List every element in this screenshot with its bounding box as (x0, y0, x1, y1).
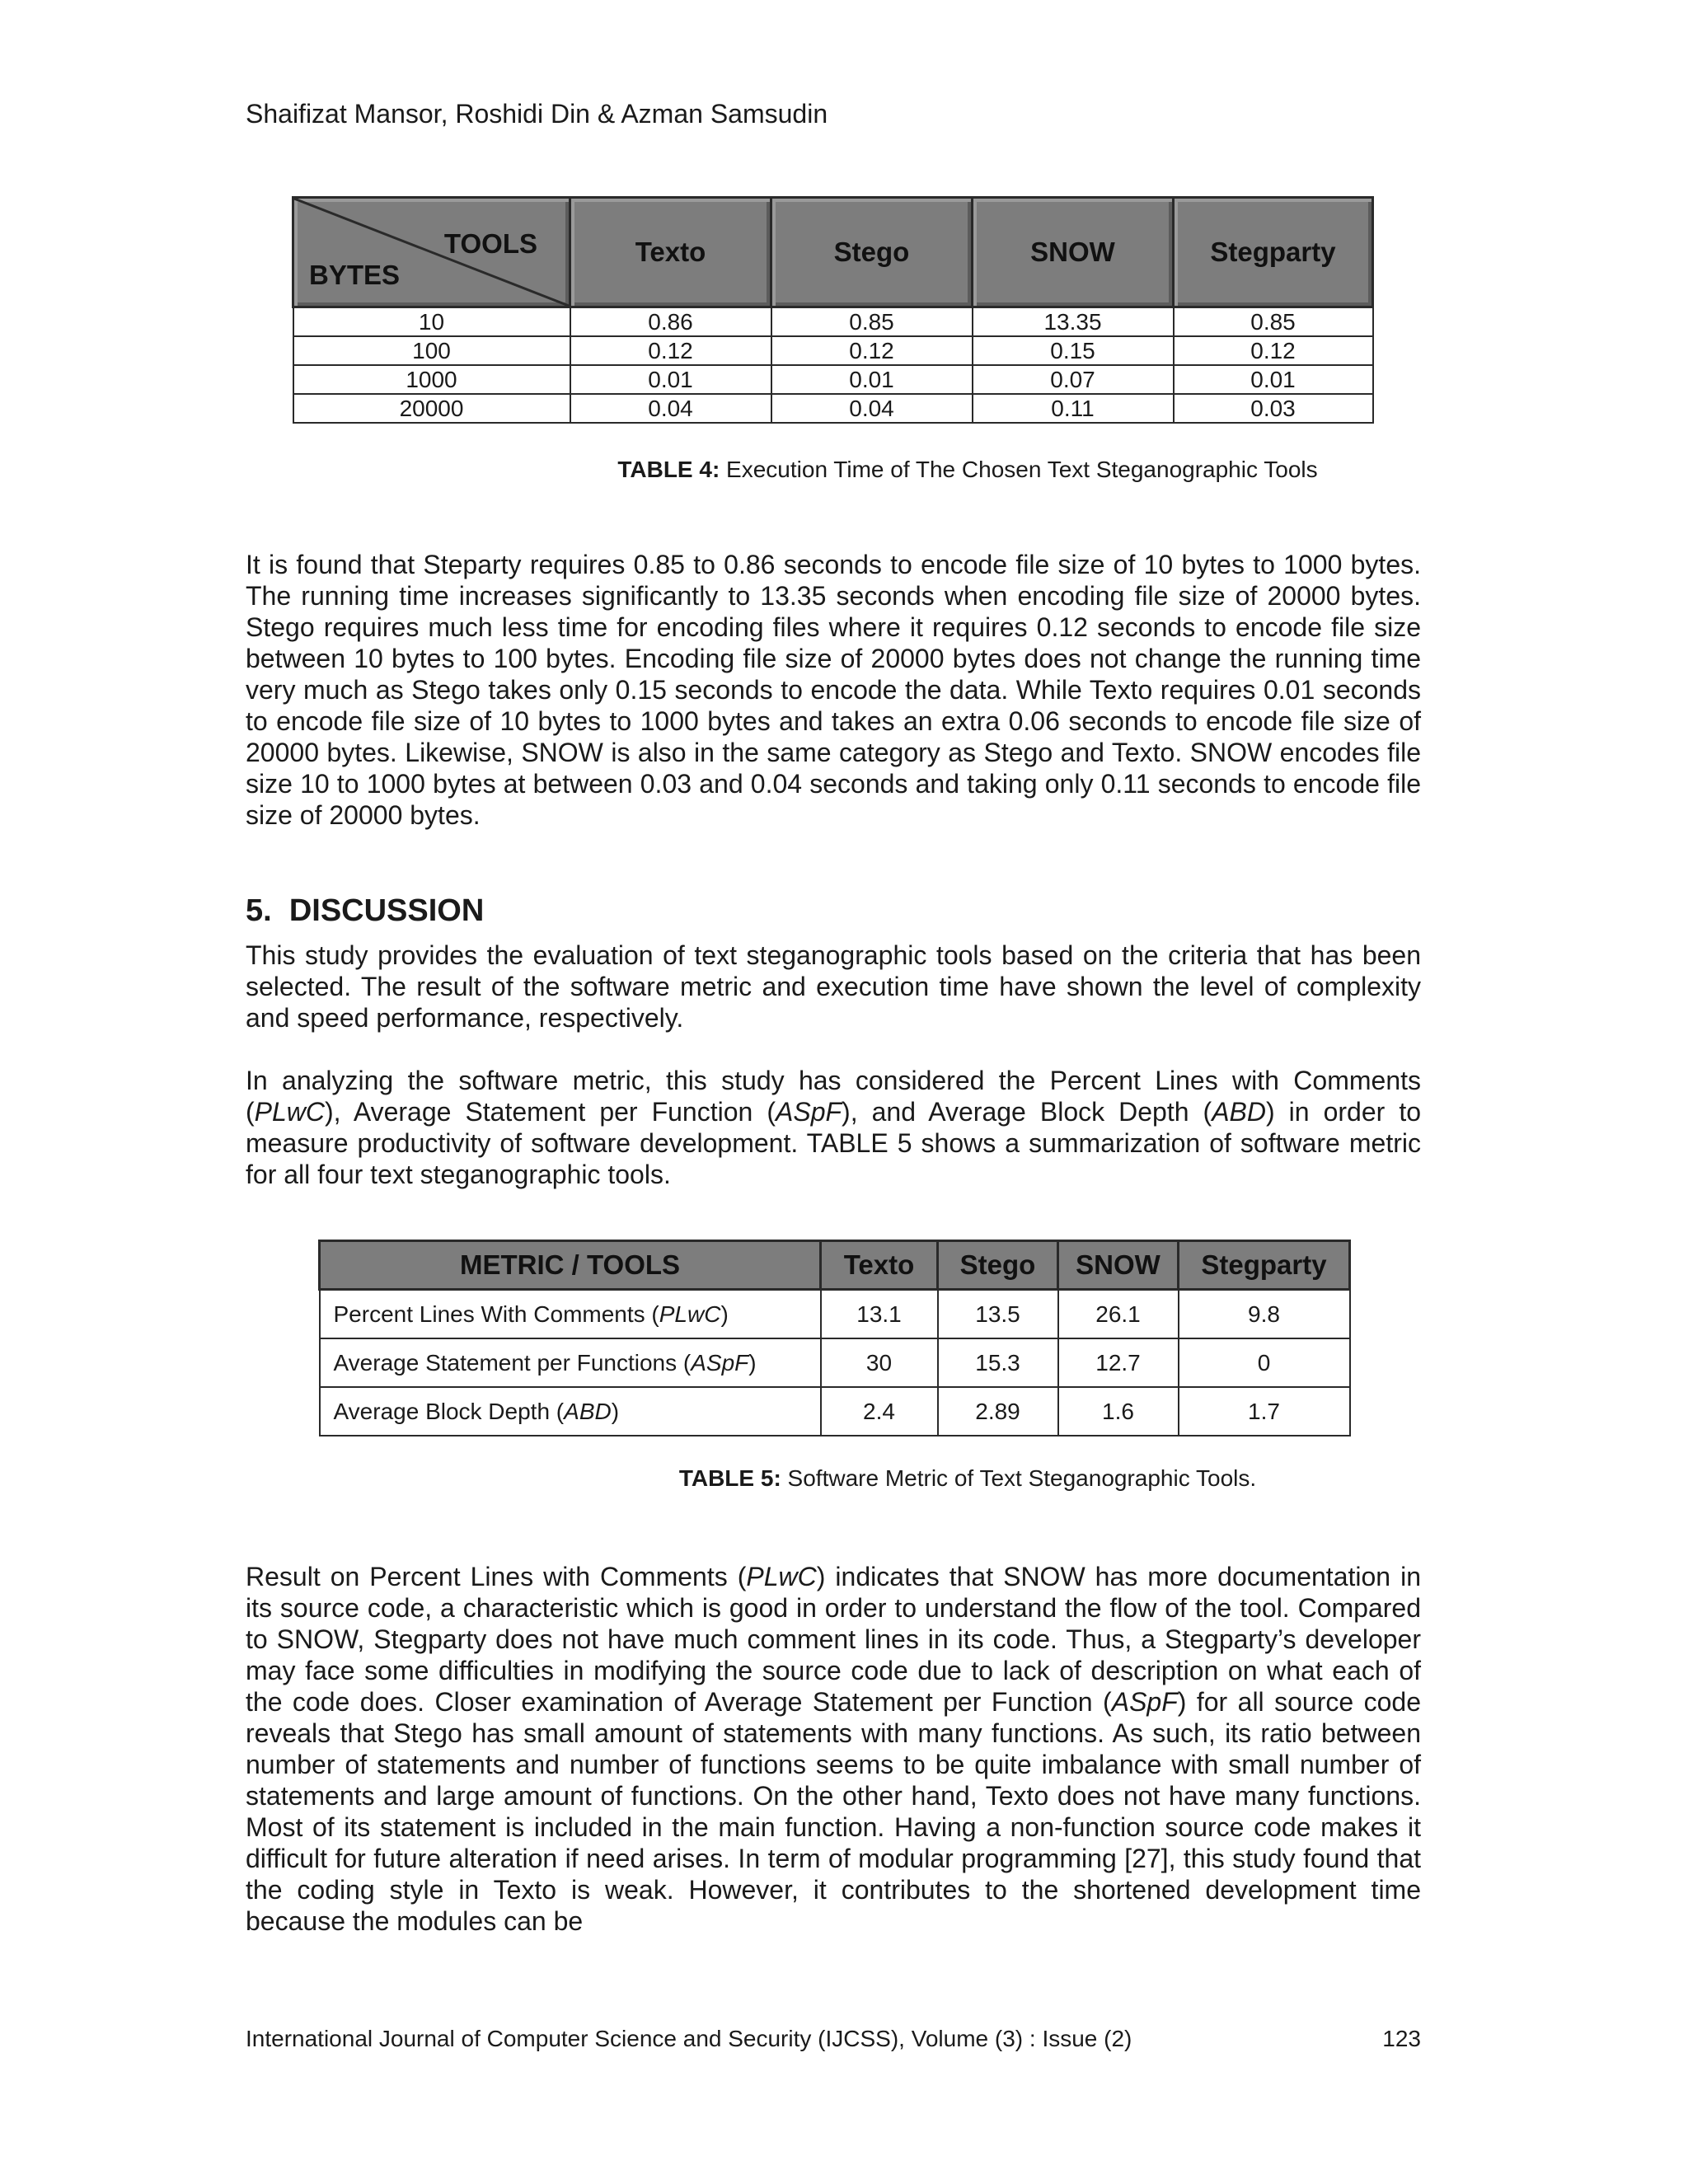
table-cell: 12.7 (1058, 1338, 1179, 1387)
table-4-execution-time (292, 196, 1374, 424)
table-row (293, 336, 1373, 365)
table-cell: 13.35 (973, 307, 1174, 337)
table-cell: 13.5 (938, 1290, 1058, 1339)
paragraph-execution-time-results: It is found that Steparty requires 0.85 to 0.86 seconds to encode file size of 10 bytes to 1000 bytes. The running time increases significantly to 13.35 seconds when encoding file size of 20000 bytes. Stego requires much less time for encoding files where it requires 0.12 seconds to encode file size between 10 bytes to 100 bytes. Encoding file size of 20000 bytes does not change the running time very much as Stego takes only 0.15 seconds to encode the data. While Texto requires 0.01 seconds to encode file size of 10 bytes to 1000 bytes and takes an extra 0.06 seconds to encode file size of 20000 bytes. Likewise, SNOW is also in the same category as Stego and Texto. SNOW encodes file size 10 to 1000 bytes at between 0.03 and 0.04 seconds and taking only 0.11 seconds to encode file size of 20000 bytes. (246, 550, 1421, 830)
table-cell: 0.01 (570, 365, 771, 394)
text-run: Average Block Depth ( (333, 1398, 565, 1424)
table-cell: 2.89 (938, 1387, 1058, 1436)
table-cell: 0.12 (771, 336, 973, 365)
abbr-abd: ABD (1212, 1097, 1266, 1127)
abbr-plwc: PLwC (746, 1562, 817, 1591)
table-cell: 13.1 (821, 1290, 938, 1339)
table-row (320, 1387, 1350, 1436)
table-cell: 1.7 (1179, 1387, 1350, 1436)
table-5-caption-text: Software Metric of Text Steganographic Tools. (781, 1465, 1257, 1491)
metric-name-cell (320, 1290, 821, 1339)
table-5-caption-label: TABLE 5: (678, 1465, 781, 1491)
table-cell: 0.04 (570, 394, 771, 423)
table-cell: 0.04 (771, 394, 973, 423)
table-5-col-header: Stego (938, 1241, 1058, 1290)
table-4-col-header: Stego (771, 198, 973, 307)
table-4-caption-text: Execution Time of The Chosen Text Steganographic Tools (720, 457, 1318, 482)
paragraph-plwc-aspf-analysis (246, 1561, 1421, 1937)
table-cell: 30 (821, 1338, 938, 1387)
metric-abbr: PLwC (659, 1301, 721, 1327)
metric-abbr: ABD (564, 1398, 612, 1424)
table-4-bytes-cell: 20000 (293, 394, 570, 423)
text-run: ), and Average Block Depth ( (842, 1097, 1212, 1127)
table-4-col-header: Stegparty (1174, 198, 1373, 307)
text-run: Percent Lines With Comments ( (333, 1301, 659, 1327)
table-4-corner-cell (293, 198, 570, 307)
table-5-col-header-metric: METRIC / TOOLS (320, 1241, 821, 1290)
table-cell: 0.12 (570, 336, 771, 365)
table-cell: 0.01 (771, 365, 973, 394)
table-5-col-header: Stegparty (1179, 1241, 1350, 1290)
text-run: ) in order to measure productivity of software development. TABLE 5 shows a summarization of software metric for all four text steganographic tools. (246, 1097, 1422, 1189)
paragraph-software-metric (246, 1065, 1421, 1190)
table-4-col-header: SNOW (973, 198, 1174, 307)
table-5-col-header: Texto (821, 1241, 938, 1290)
table-cell: 0.85 (771, 307, 973, 337)
table-4-bytes-cell: 1000 (293, 365, 570, 394)
abbr-plwc: PLwC (254, 1097, 326, 1127)
table-cell: 0.07 (973, 365, 1174, 394)
table-cell: 0.11 (973, 394, 1174, 423)
table-cell: 26.1 (1058, 1290, 1179, 1339)
text-run: ) (720, 1301, 729, 1327)
text-run: ) (748, 1349, 757, 1376)
text-run: In analyzing the software metric, this study has considered the Percent Lines with Comments ( (246, 1066, 1421, 1127)
table-cell: 9.8 (1179, 1290, 1350, 1339)
table-cell: 0.85 (1174, 307, 1373, 337)
text-run: ) (611, 1398, 620, 1424)
metric-name-cell (320, 1338, 821, 1387)
text-run: Average Statement per Functions ( (333, 1349, 692, 1376)
table-5-caption (124, 1464, 1688, 1493)
table-row (320, 1338, 1350, 1387)
running-header-authors: Shaifizat Mansor, Roshidi Din & Azman Samsudin (246, 99, 828, 129)
text-run: ), Average Statement per Function ( (325, 1097, 776, 1127)
table-cell: 0.03 (1174, 394, 1373, 423)
section-title: DISCUSSION (288, 893, 485, 928)
abbr-aspf: ASpF (776, 1097, 842, 1127)
table-cell: 2.4 (821, 1387, 938, 1436)
table-5-col-header: SNOW (1058, 1241, 1179, 1290)
text-run: ) indicates that SNOW has more documentation in its source code, a characteristic which is good in order to understand the flow of the tool. Compared to SNOW, Stegparty does not have much comment lines in its code. Thus, a Stegparty’s developer may face some difficulties in modifying the source code due to lack of description on what each of the code does. Closer examination of Average Statement per Function ( (246, 1562, 1422, 1717)
table-row (293, 307, 1373, 337)
table-5-software-metric (318, 1240, 1351, 1436)
table-row (293, 365, 1373, 394)
table-4-header-row (293, 198, 1373, 307)
abbr-aspf: ASpF (1111, 1687, 1178, 1717)
table-cell: 0.15 (973, 336, 1174, 365)
text-run: Result on Percent Lines with Comments ( (246, 1562, 747, 1591)
table-cell: 0.12 (1174, 336, 1373, 365)
table-cell: 0.86 (570, 307, 771, 337)
table-4-bytes-cell: 100 (293, 336, 570, 365)
table-cell: 0 (1179, 1338, 1350, 1387)
table-row (320, 1290, 1350, 1339)
table-4-col-header: Texto (570, 198, 771, 307)
footer-journal-name: International Journal of Computer Science and Security (IJCSS), Volume (3) : Issue (2) (246, 2026, 1132, 2051)
section-number: 5. (246, 893, 272, 928)
table-cell: 1.6 (1058, 1387, 1179, 1436)
metric-abbr: ASpF (691, 1349, 749, 1376)
metric-name-cell (320, 1387, 821, 1436)
section-heading-discussion (246, 892, 484, 930)
table-4-bytes-cell: 10 (293, 307, 570, 337)
table-4-caption-label: TABLE 4: (617, 457, 720, 482)
corner-label-tools: TOOLS (443, 228, 537, 259)
table-cell: 0.01 (1174, 365, 1373, 394)
corner-label-bytes: BYTES (309, 260, 401, 290)
table-cell: 15.3 (938, 1338, 1058, 1387)
page-number: 123 (1382, 2026, 1421, 2051)
paragraph-discussion-intro: This study provides the evaluation of text steganographic tools based on the criteria that has been selected. The result of the software metric and execution time have shown the level of complexity and speed performance, respectively. (246, 940, 1421, 1033)
table-4-caption (124, 455, 1688, 485)
text-run: ) for all source code reveals that Stego has small amount of statements with many functions. As such, its ratio between number of statements and number of functions seems to be quite imbalance with small number of statements and large amount of functions. On the other hand, Texto does not have many functions. Most of its statement is included in the main function. Having a non-function source code makes it difficult for future alteration if need arises. In term of modular programming [27], this study found that the coding style in Texto is weak. However, it contributes to the shortened development time because the modules can be (246, 1687, 1422, 1936)
table-5-header-row (320, 1241, 1350, 1290)
table-row (293, 394, 1373, 423)
